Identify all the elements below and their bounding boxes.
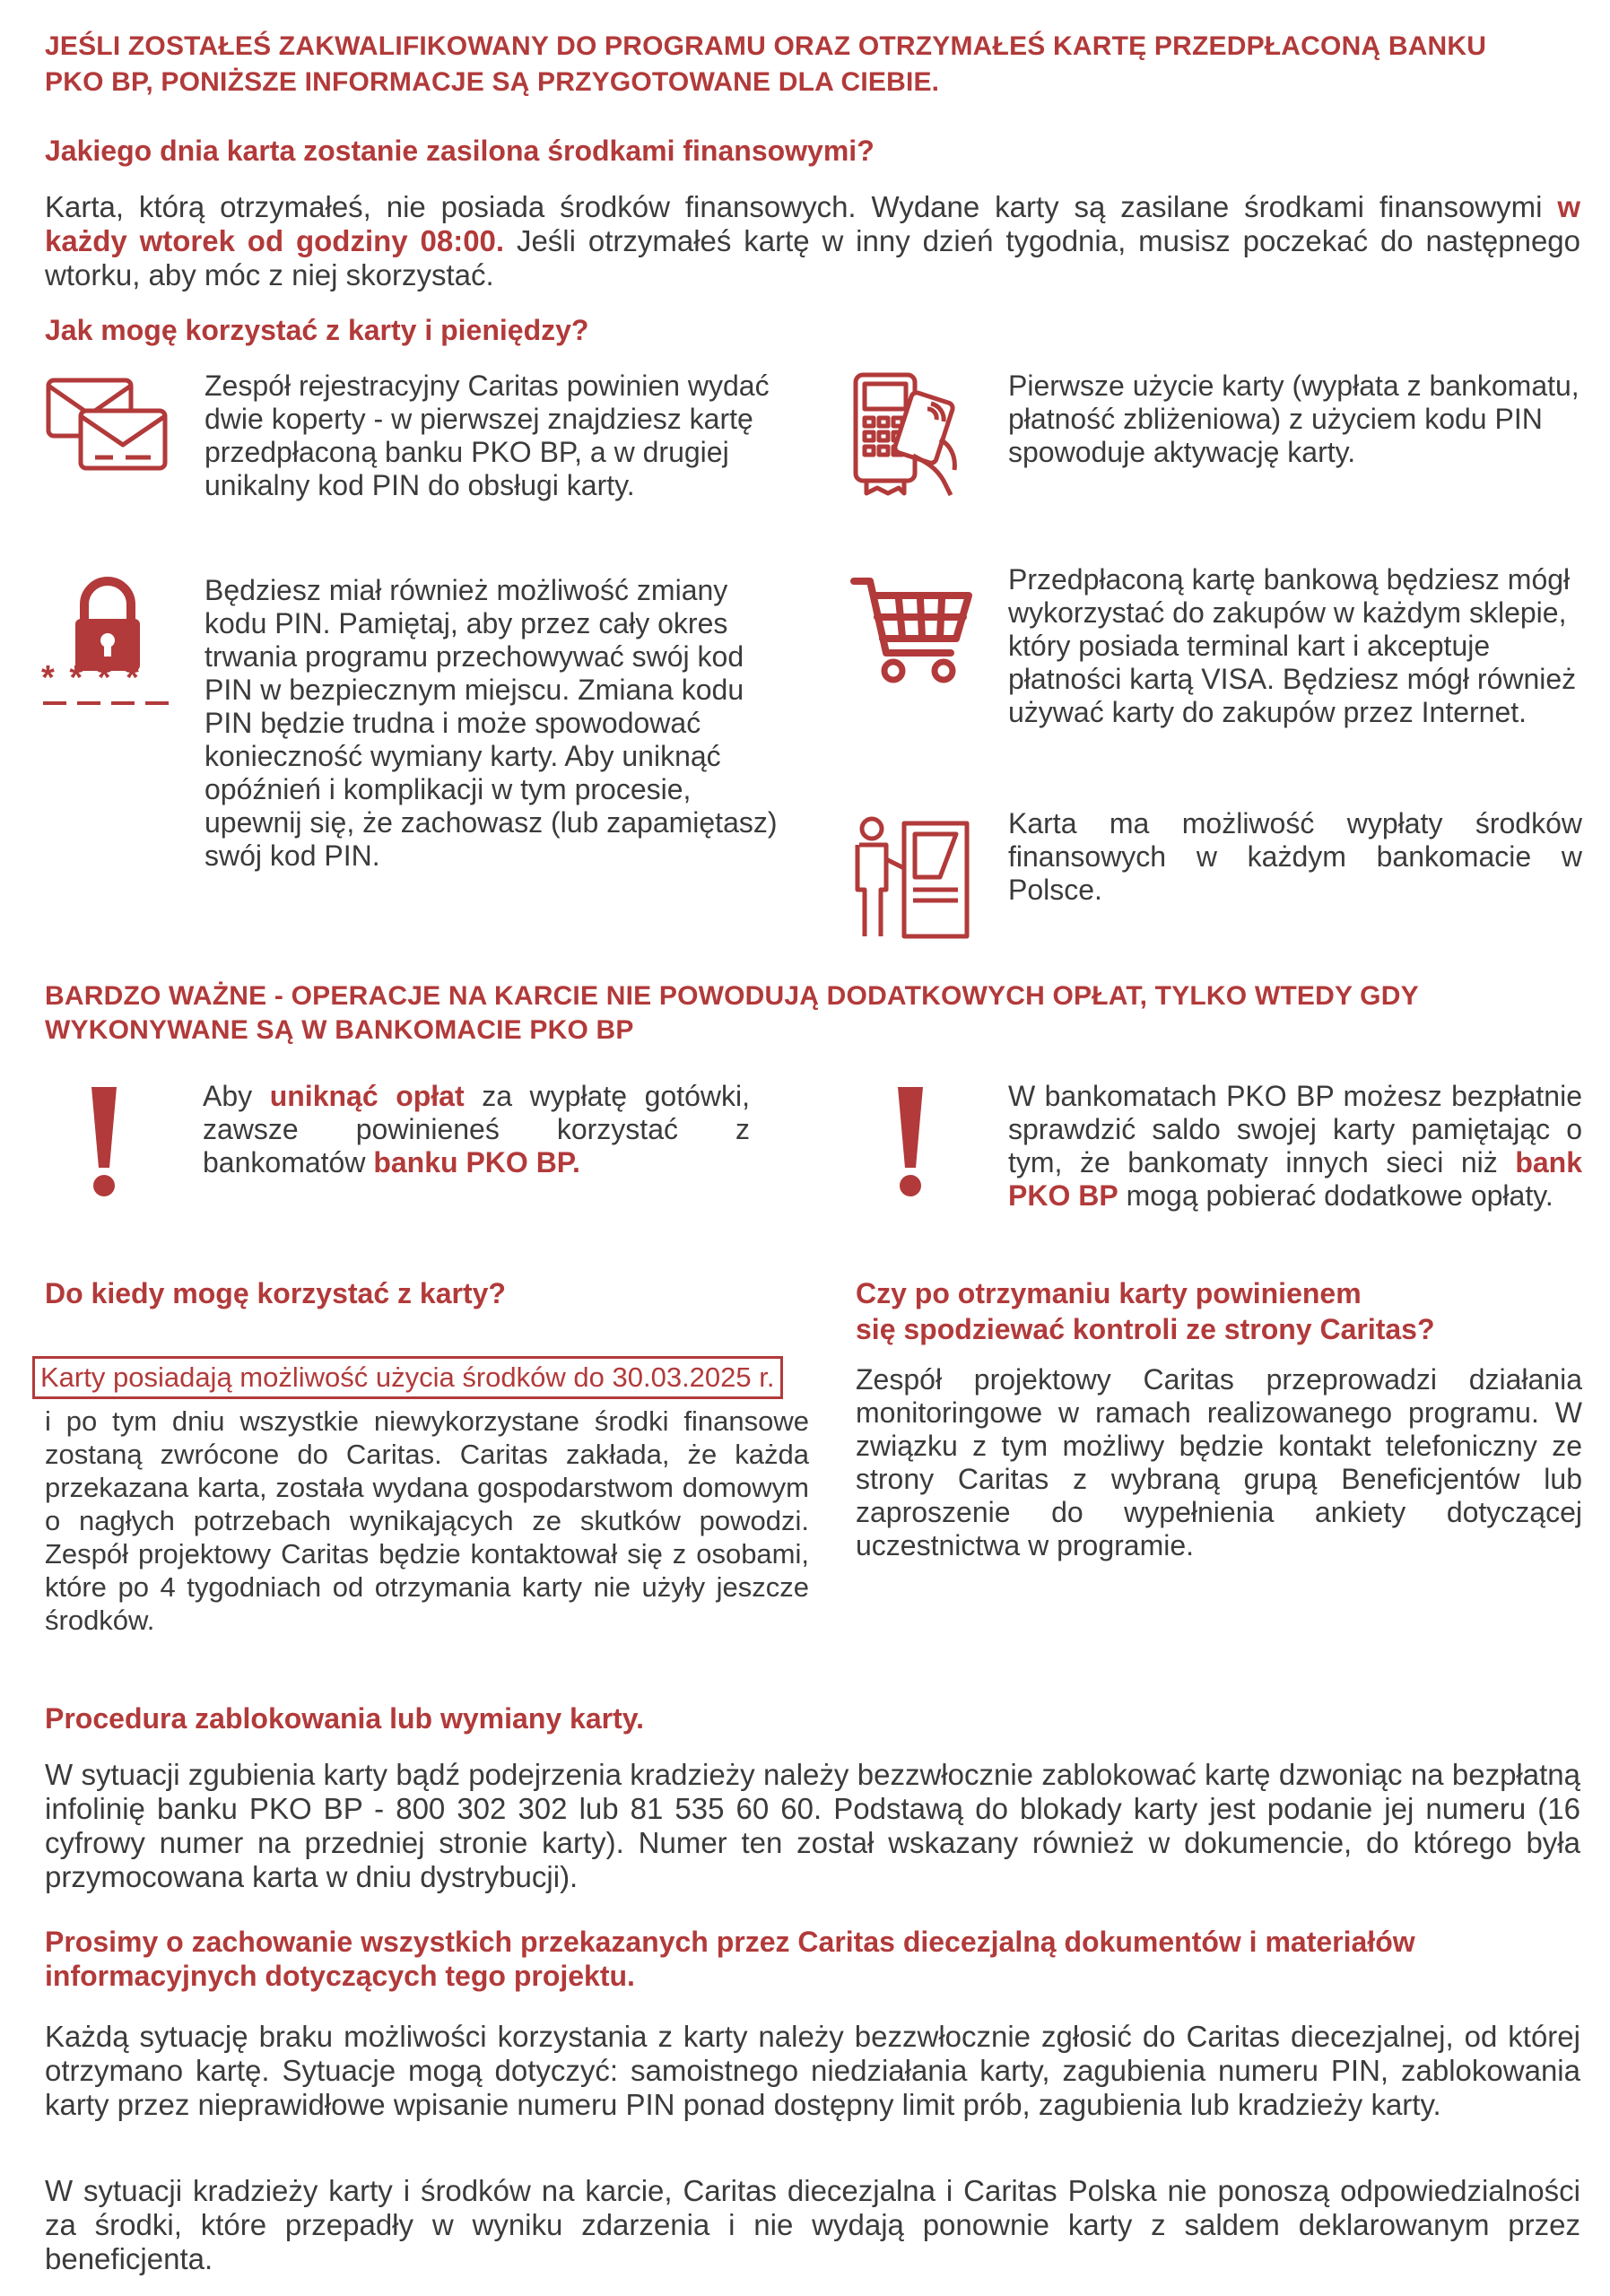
title-line-1: JEŚLI ZOSTAŁEŚ ZAKWALIFIKOWANY DO PROGRAMU ORAZ OTRZYMAŁEŚ KARTĘ PRZEDPŁACONĄ BANKU [45, 31, 1487, 61]
documents-text-2: W sytuacji kradzieży karty i środków na karcie, Caritas diecezjalna i Caritas Polska nie ponoszą odpowiedzialności za środki, które przepadły w wyniku zdarzenia i nie wydają ponownie karty z saldem deklarowanym przez beneficjenta. [45, 2174, 1580, 2275]
funding-heading: Jakiego dnia karta zostanie zasilona środkami finansowymi? [45, 135, 875, 167]
shopping-text: Przedpłaconą kartę bankową będziesz mógł wykorzystać do zakupów w każdym sklepie, który posiada terminal kart i akceptuje płatności kartą VISA. Będziesz mógł również używać karty do zakupów przez Internet. [1008, 563, 1577, 728]
balance-check-text: W bankomatach PKO BP możesz bezpłatnie sprawdzić saldo swojej karty pamiętając o tym, że bankomaty innych sieci niż bank PKO BP mogą pobierać dodatkowe opłaty. [1008, 1080, 1582, 1212]
important-heading: BARDZO WAŻNE - OPERACJE NA KARCIE NIE POWODUJĄ DODATKOWYCH OPŁAT, TYLKO WTEDY GDY WYKONYWANE SĄ W BANKOMACIE PKO BP [45, 981, 1419, 1045]
atm-text: Karta ma możliwość wypłaty środków finansowych w każdym bankomacie w Polsce. [1008, 807, 1582, 906]
documents-heading: Prosimy o zachowanie wszystkich przekazanych przez Caritas diecezjalną dokumentów i materiałów informacyjnych dotyczących tego projektu. [45, 1926, 1415, 1992]
avoid-fees-text: Aby uniknąć opłat za wypłatę gotówki, zawsze powinieneś korzystać z bankomatów banku PKO BP. [203, 1080, 750, 1178]
atm-icon [850, 814, 976, 940]
control-text: Zespół projektowy Caritas przeprowadzi działania monitoringowe w ramach realizowanego programu. W związku z tym możliwy będzie kontakt telefoniczny ze strony Caritas z wybraną grupą Beneficjentów lub zaproszenie do wypełnienia ankiety dotyczącej uczestnictwa w programie. [856, 1363, 1582, 1561]
blocking-text: W sytuacji zgubienia karty bądź podejrzenia kradzieży należy bezzwłocznie zablokować kartę dzwoniąc na bezpłatną infolinię banku PKO BP - 800 302 302 lub 81 535 60 60. Podstawą do blokady karty jest podanie jej numeru (16 cyfrowy numer na przedniej stronie karty). Numer ten został wskazany również w dokumencie, do którego była przymocowana karta w dniu dystrybucji). [45, 1758, 1580, 1893]
exclamation-icon-left [86, 1083, 122, 1200]
first-use-text: Pierwsze użycie karty (wypłata z bankomatu, płatność zbliżeniowa) z użyciem kodu PIN spowoduje aktywację karty. [1008, 370, 1580, 468]
validity-text: i po tym dniu wszystkie niewykorzystane środki finansowe zostaną zwrócone do Caritas. Caritas zakłada, że każda przekazana karta, została wydana gospodarstwom domowym o nagłych potrzebach wynikających ze skutków powodzi. Zespół projektowy Caritas będzie kontaktował się z osobami, które po 4 tygodniach od otrzymania karty nie użyły jeszcze środków. [45, 1405, 809, 1636]
pin-underline [43, 700, 173, 707]
envelopes-icon [45, 375, 170, 474]
funding-text: Karta, którą otrzymałeś, nie posiada środków finansowych. Wydane karty są zasilane środkami finansowymi w każdy wtorek od godziny 08:00. Jeśli otrzymałeś kartę w inny dzień tygodnia, musisz poczekać do następnego wtorku, aby móc z niej skorzystać. [45, 190, 1581, 291]
validity-heading: Do kiedy mogę korzystać z karty? [45, 1277, 506, 1309]
pin-stars: * * * * [41, 659, 142, 697]
pin-change-text: Będziesz miał również możliwość zmiany kodu PIN. Pamiętaj, aby przez cały okres trwania programu przechowywać swój kod PIN w bezpiecznym miejscu. Zmiana kodu PIN będzie trudna i może spowodować konieczność wymiany karty. Aby uniknąć opóźnień i komplikacji w tym procesie, upewnij się, że zachowasz (lub zapamiętasz) swój kod PIN. [205, 574, 778, 872]
card-terminal-icon [850, 370, 976, 500]
usage-heading: Jak mogę korzystać z karty i pieniędzy? [45, 314, 589, 346]
control-heading: Czy po otrzymaniu karty powinienem się spodziewać kontroli ze strony Caritas? [856, 1277, 1435, 1345]
documents-text-1: Każdą sytuację braku możliwości korzystania z karty należy bezzwłocznie zgłosić do Caritas diecezjalnej, od której otrzymano kartę. Sytuacje mogą dotyczyć: samoistnego niedziałania karty, zagubienia numeru PIN, zablokowania karty przez nieprawidłowe wpisanie numeru PIN ponad dostępny limit prób, zagubienia lub kradzieży karty. [45, 2020, 1580, 2121]
envelopes-text: Zespół rejestracyjny Caritas powinien wydać dwie koperty - w pierwszej znajdziesz kartę przedpłaconą banku PKO BP, a w drugiej unikalny kod PIN do obsługi karty. [205, 370, 770, 501]
title-line-2: PKO BP, PONIŻSZE INFORMACJE SĄ PRZYGOTOWANE DLA CIEBIE. [45, 67, 940, 97]
funding-day: w każdy wtorek od godziny 08:00. [45, 190, 1580, 257]
document-title [45, 29, 1588, 100]
validity-date-box: Karty posiadają możliwość użycia środków do 30.03.2025 r. [32, 1356, 783, 1399]
shopping-cart-icon [850, 574, 976, 686]
blocking-heading: Procedura zablokowania lub wymiany karty. [45, 1702, 645, 1735]
exclamation-icon-right [892, 1083, 928, 1200]
